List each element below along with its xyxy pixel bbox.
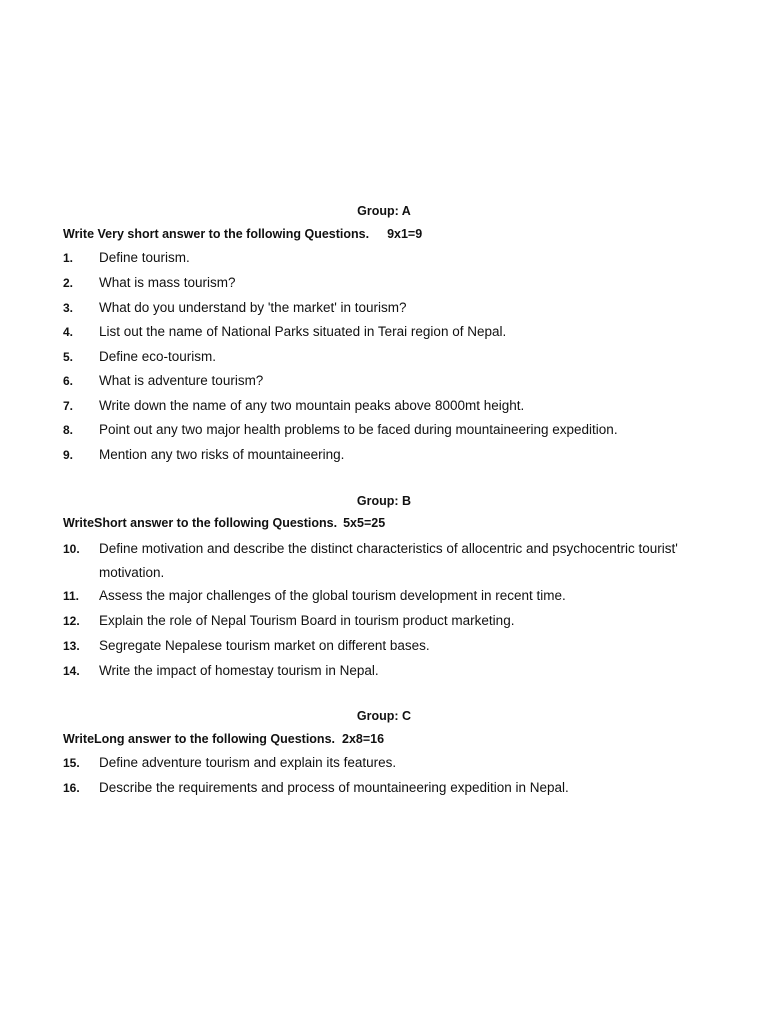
question-number: 16. bbox=[63, 781, 80, 795]
question-number: 15. bbox=[63, 756, 80, 770]
question-text: Define motivation and describe the distinct characteristics of allocentric and psychocentric tourist' motivation. bbox=[99, 541, 678, 580]
question-text: Segregate Nepalese tourism market on different bases. bbox=[99, 638, 430, 653]
question-item bbox=[63, 776, 713, 800]
question-number: 4. bbox=[63, 325, 74, 339]
question-number: 9. bbox=[63, 448, 74, 462]
question-item bbox=[63, 246, 713, 270]
group-b-marks: 5x5=25 bbox=[343, 516, 386, 530]
question-text: Write the impact of homestay tourism in Nepal. bbox=[99, 663, 379, 678]
question-number: 7. bbox=[63, 399, 74, 413]
question-text: Point out any two major health problems to be faced during mountaineering expedition. bbox=[99, 422, 618, 437]
question-number: 10. bbox=[63, 542, 80, 556]
question-item bbox=[63, 584, 713, 608]
question-item bbox=[63, 418, 713, 442]
question-number: 6. bbox=[63, 374, 74, 388]
group-c-marks: 2x8=16 bbox=[342, 732, 385, 746]
question-number: 11. bbox=[63, 589, 80, 603]
question-item bbox=[63, 296, 713, 320]
question-number: 8. bbox=[63, 423, 74, 437]
question-item bbox=[63, 659, 713, 683]
question-text: What is mass tourism? bbox=[99, 275, 236, 290]
question-text: Explain the role of Nepal Tourism Board in tourism product marketing. bbox=[99, 613, 515, 628]
group-b-instruction-text: WriteShort answer to the following Questions. bbox=[63, 516, 338, 530]
question-text: Define tourism. bbox=[99, 250, 190, 265]
question-item bbox=[63, 609, 713, 633]
question-number: 5. bbox=[63, 350, 74, 364]
question-item bbox=[63, 320, 713, 344]
group-a-marks: 9x1=9 bbox=[387, 227, 423, 241]
group-a-title: Group: A bbox=[357, 204, 411, 218]
question-item bbox=[63, 634, 713, 658]
question-item bbox=[63, 369, 713, 393]
question-number: 1. bbox=[63, 251, 74, 265]
question-text: What do you understand by 'the market' in tourism? bbox=[99, 300, 407, 315]
question-item bbox=[63, 345, 713, 369]
question-item bbox=[63, 443, 713, 467]
question-text: Describe the requirements and process of mountaineering expedition in Nepal. bbox=[99, 780, 569, 795]
question-number: 13. bbox=[63, 639, 80, 653]
question-text: Write down the name of any two mountain peaks above 8000mt height. bbox=[99, 398, 525, 413]
question-number: 14. bbox=[63, 664, 80, 678]
group-c-instruction bbox=[63, 732, 384, 746]
group-b-instruction bbox=[63, 516, 385, 530]
group-a-instruction-text: Write Very short answer to the following Questions. bbox=[63, 227, 370, 241]
question-item bbox=[63, 271, 713, 295]
group-c-instruction-text: WriteLong answer to the following Questions. bbox=[63, 732, 335, 746]
group-b-title: Group: B bbox=[356, 494, 412, 508]
question-text: Mention any two risks of mountaineering. bbox=[99, 447, 345, 462]
group-c-title: Group: C bbox=[356, 709, 412, 723]
question-item bbox=[63, 394, 713, 418]
group-a-instruction bbox=[63, 227, 422, 241]
question-text: Assess the major challenges of the global tourism development in recent time. bbox=[99, 588, 566, 603]
question-number: 12. bbox=[63, 614, 80, 628]
question-number: 2. bbox=[63, 276, 74, 290]
question-number: 3. bbox=[63, 301, 74, 315]
question-text: List out the name of National Parks situated in Terai region of Nepal. bbox=[99, 324, 507, 339]
question-text: Define eco-tourism. bbox=[99, 349, 217, 364]
question-text: Define adventure tourism and explain its features. bbox=[99, 755, 397, 770]
question-text: What is adventure tourism? bbox=[99, 373, 264, 388]
question-item bbox=[63, 751, 713, 775]
question-item bbox=[63, 537, 713, 585]
